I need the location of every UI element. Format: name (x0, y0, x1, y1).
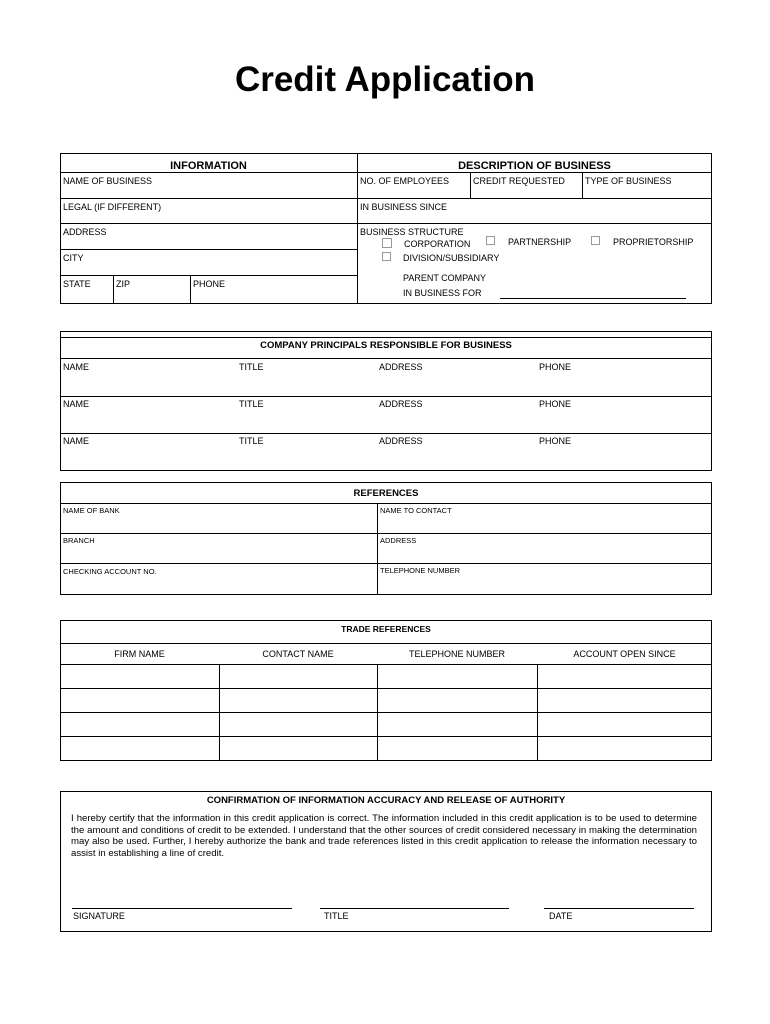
confirmation-text: I hereby certify that the information in this credit application is correct. The information included in this credit application is to be used to determine the amount and conditions of credit to be extended. I understand that the other sources of credit considered necessary in making the determination may also be used. Further, I hereby authorize the bank and trade references listed in this credit application to release the information necessary to assist in establishing a line of credit. (71, 813, 697, 859)
principal-address-3[interactable]: ADDRESS (379, 436, 423, 446)
in-business-for-label: IN BUSINESS FOR (403, 288, 482, 298)
legal-name-field[interactable]: LEGAL (IF DIFFERENT) (63, 202, 162, 212)
title-label: TITLE (324, 911, 349, 921)
principal-address-1[interactable]: ADDRESS (379, 362, 423, 372)
bank-telephone-field[interactable]: TELEPHONE NUMBER (380, 566, 461, 575)
city-field[interactable]: CITY (63, 253, 84, 263)
partnership-label: PARTNERSHIP (508, 237, 572, 247)
trade-row-4[interactable] (61, 737, 711, 759)
parent-company-label: PARENT COMPANY (403, 273, 487, 283)
corporation-label: CORPORATION (404, 239, 471, 249)
description-header: DESCRIPTION OF BUSINESS (458, 160, 611, 172)
trade-row-1[interactable] (61, 665, 711, 687)
information-header: INFORMATION (170, 160, 247, 172)
employees-field[interactable]: NO. OF EMPLOYEES (360, 176, 450, 186)
state-field[interactable]: STATE (63, 279, 91, 289)
trade-references-header: TRADE REFERENCES (341, 624, 431, 634)
signature-label: SIGNATURE (73, 911, 125, 921)
date-label: DATE (549, 911, 573, 921)
column-telephone-number: TELEPHONE NUMBER (408, 649, 506, 659)
in-business-for-line[interactable] (500, 298, 686, 299)
principal-title-3[interactable]: TITLE (239, 436, 264, 446)
principal-title-1[interactable]: TITLE (239, 362, 264, 372)
address-field[interactable]: ADDRESS (63, 227, 107, 237)
column-firm-name: FIRM NAME (114, 649, 165, 659)
principal-name-1[interactable]: NAME (63, 362, 90, 372)
bank-address-field[interactable]: ADDRESS (380, 536, 417, 545)
principal-phone-2[interactable]: PHONE (539, 399, 572, 409)
credit-requested-field[interactable]: CREDIT REQUESTED (473, 176, 565, 186)
in-business-since-field[interactable]: IN BUSINESS SINCE (360, 202, 448, 212)
zip-field[interactable]: ZIP (116, 279, 131, 289)
proprietorship-label: PROPRIETORSHIP (613, 237, 694, 247)
principals-header: COMPANY PRINCIPALS RESPONSIBLE FOR BUSINESS (260, 340, 512, 351)
references-header: REFERENCES (353, 488, 419, 499)
phone-field[interactable]: PHONE (193, 279, 226, 289)
title-line[interactable] (320, 908, 509, 909)
trade-row-3[interactable] (61, 713, 711, 735)
division-label: DIVISION/SUBSIDIARY (403, 253, 500, 263)
confirmation-header: CONFIRMATION OF INFORMATION ACCURACY AND RELEASE OF AUTHORITY (206, 795, 566, 806)
checking-account-field[interactable]: CHECKING ACCOUNT NO. (63, 567, 157, 576)
page-title: Credit Application (234, 60, 536, 99)
principal-name-3[interactable]: NAME (63, 436, 90, 446)
principal-name-2[interactable]: NAME (63, 399, 90, 409)
name-of-business-field[interactable]: NAME OF BUSINESS (63, 176, 153, 186)
date-line[interactable] (544, 908, 694, 909)
principal-phone-3[interactable]: PHONE (539, 436, 572, 446)
business-structure-label: BUSINESS STRUCTURE (360, 227, 464, 237)
name-to-contact-field[interactable]: NAME TO CONTACT (380, 506, 452, 515)
proprietorship-checkbox[interactable] (591, 236, 600, 245)
column-contact-name: CONTACT NAME (262, 649, 334, 659)
column-account-open-since: ACCOUNT OPEN SINCE (573, 649, 676, 659)
principal-phone-1[interactable]: PHONE (539, 362, 572, 372)
principal-title-2[interactable]: TITLE (239, 399, 264, 409)
principal-address-2[interactable]: ADDRESS (379, 399, 423, 409)
trade-row-2[interactable] (61, 689, 711, 711)
division-checkbox[interactable] (382, 252, 391, 261)
corporation-checkbox[interactable] (382, 238, 392, 248)
name-of-bank-field[interactable]: NAME OF BANK (63, 506, 120, 515)
signature-line[interactable] (72, 908, 292, 909)
type-of-business-field[interactable]: TYPE OF BUSINESS (585, 176, 672, 186)
branch-field[interactable]: BRANCH (63, 536, 95, 545)
partnership-checkbox[interactable] (486, 236, 495, 245)
